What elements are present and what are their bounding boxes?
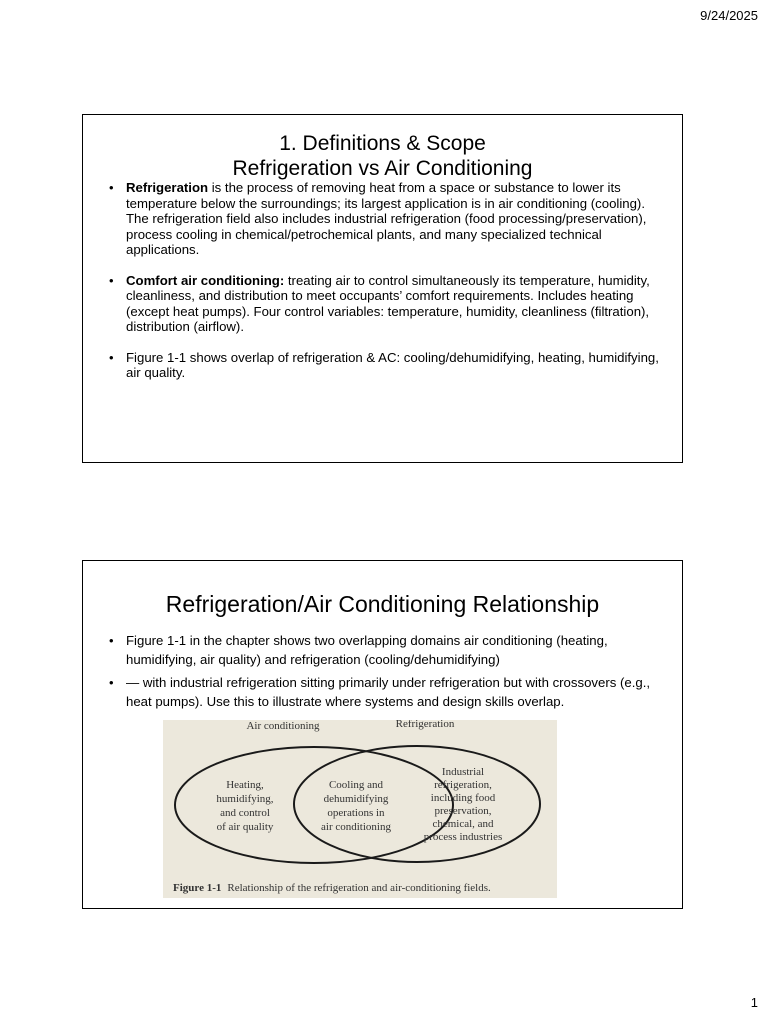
venn-middle-line: operations in bbox=[327, 807, 385, 819]
venn-right-line: chemical, and bbox=[432, 818, 494, 830]
bullet-dot-icon: • bbox=[109, 633, 114, 648]
bullet-dot-icon: • bbox=[109, 272, 114, 288]
bullet-list bbox=[83, 180, 682, 381]
bullet-text: Figure 1-1 shows overlap of refrigeration & AC: cooling/dehumidifying, heating, humidifying, air quality. bbox=[126, 349, 659, 380]
venn-left-line: humidifying, bbox=[216, 793, 274, 805]
bullet-list bbox=[83, 632, 682, 711]
bullet-text: is the process of removing heat from a space or substance to lower its temperature below the surroundings; its largest application is in air conditioning (cooling). The refrigeration field also includes industrial refrigeration (food processing/preservation), process cooling in chemical/petrochemical plants, and many specialized technical applications. bbox=[126, 180, 647, 257]
venn-middle-line: air conditioning bbox=[321, 821, 391, 833]
slide-title bbox=[83, 131, 682, 181]
venn-label-refrigeration: Refrigeration bbox=[395, 720, 455, 730]
bullet-dot-icon: • bbox=[109, 349, 114, 365]
venn-left-line: Heating, bbox=[226, 779, 264, 791]
bullet-dot-icon: • bbox=[109, 180, 114, 195]
venn-middle-line: Cooling and bbox=[328, 779, 384, 791]
venn-left-line: and control bbox=[220, 807, 270, 819]
slide-relationship bbox=[82, 560, 683, 909]
venn-label-air-conditioning: Air conditioning bbox=[246, 720, 320, 732]
slide-definitions bbox=[82, 114, 683, 463]
venn-region-left-text bbox=[216, 779, 273, 833]
bullet-text: Figure 1-1 in the chapter shows two overlapping domains air conditioning (heating, humidifying, air quality) and refrigeration (cooling/dehumidifying) bbox=[126, 633, 608, 667]
bullet-text: treating air to control simultaneously its temperature, humidity, cleanliness, and distribution to meet occupants’ comfort requirements. Includes heating (except heat pumps). Four control variables: temperature, humidity, cleanliness (filtration), distribution (airflow). bbox=[126, 272, 650, 334]
venn-right-line: refrigeration, bbox=[434, 779, 492, 791]
venn-middle-line: dehumidifying bbox=[323, 793, 389, 805]
venn-region-middle-text bbox=[321, 779, 391, 833]
venn-left-line: of air quality bbox=[216, 821, 274, 833]
venn-right-line: preservation, bbox=[434, 805, 492, 817]
bullet-item-comfort-ac bbox=[83, 273, 682, 335]
slide-title-line-1: 1. Definitions & Scope bbox=[279, 132, 486, 155]
venn-figure bbox=[163, 720, 557, 898]
bullet-term: Refrigeration bbox=[126, 180, 209, 195]
venn-right-line: Industrial bbox=[441, 766, 485, 778]
venn-right-line: process industries bbox=[423, 831, 503, 843]
bullet-item-figure-overlap bbox=[83, 350, 682, 381]
venn-ellipse-air-conditioning bbox=[175, 747, 453, 863]
page-number: 1 bbox=[750, 995, 758, 1010]
slide-title-line-2: Refrigeration vs Air Conditioning bbox=[232, 157, 533, 180]
bullet-term: Comfort air conditioning: bbox=[126, 272, 285, 288]
bullet-item-overlap bbox=[83, 632, 682, 669]
figure-caption-label: Figure 1-1 bbox=[173, 882, 222, 894]
bullet-text: — with industrial refrigeration sitting primarily under refrigeration but with crossovers (e.g., heat pumps). Use this to illustrate where systems and design skills overlap. bbox=[126, 675, 651, 709]
figure-caption-text: Relationship of the refrigeration and air-conditioning fields. bbox=[227, 882, 491, 894]
venn-diagram bbox=[163, 720, 557, 898]
bullet-item-industrial bbox=[83, 674, 682, 711]
bullet-item-refrigeration bbox=[83, 180, 682, 258]
header-date: 9/24/2025 bbox=[700, 8, 758, 23]
figure-caption bbox=[173, 882, 491, 894]
bullet-dot-icon: • bbox=[109, 675, 114, 690]
slide-title: Refrigeration/Air Conditioning Relationship bbox=[165, 591, 600, 617]
venn-right-line: including food bbox=[430, 792, 496, 804]
